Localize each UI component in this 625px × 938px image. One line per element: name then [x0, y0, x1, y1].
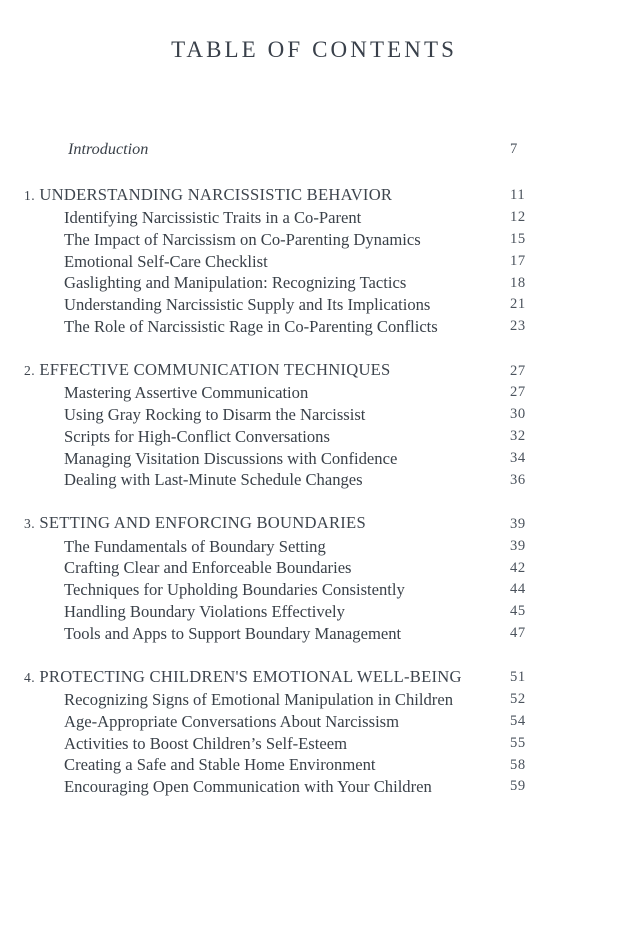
page-number: 45	[510, 603, 526, 620]
chapter-group	[0, 666, 625, 798]
toc-entry[interactable]	[0, 733, 625, 755]
page-number: 32	[510, 427, 526, 444]
toc-entry[interactable]	[0, 754, 625, 776]
page-title: TABLE OF CONTENTS	[171, 37, 458, 62]
toc-entry[interactable]	[0, 536, 625, 558]
page-number: 58	[510, 756, 526, 773]
page-number: 47	[510, 624, 526, 641]
toc-entry-list	[0, 139, 625, 819]
toc-entry[interactable]	[0, 448, 625, 470]
toc-chapter-heading[interactable]	[0, 359, 625, 382]
page-number: 18	[510, 274, 526, 291]
toc-entry[interactable]	[0, 579, 625, 601]
page-number: 55	[510, 734, 526, 751]
page-number: 17	[510, 252, 526, 269]
page-number: 30	[510, 406, 526, 423]
page-number: 59	[510, 778, 526, 795]
chapter-number: 3.	[24, 516, 35, 532]
chapter-number: 4.	[24, 669, 35, 685]
toc-entry[interactable]	[0, 272, 625, 294]
toc-entry-label: Understanding Narcissistic Supply and Its Implications	[64, 295, 431, 315]
toc-entry[interactable]	[0, 294, 625, 316]
page-number: 15	[510, 231, 526, 247]
toc-entry[interactable]	[0, 689, 625, 711]
chapter-title-text: UNDERSTANDING NARCISSISTIC BEHAVIOR	[39, 184, 393, 204]
toc-entry-label: Scripts for High-Conflict Conversations	[64, 426, 330, 446]
chapter-title-text: EFFECTIVE COMMUNICATION TECHNIQUES	[39, 359, 391, 379]
toc-entry[interactable]	[0, 776, 625, 798]
page-number: 7	[510, 141, 518, 157]
toc-entry-label: The Impact of Narcissism on Co-Parenting Dynamics	[64, 229, 421, 249]
toc-entry-label: Creating a Safe and Stable Home Environment	[64, 755, 376, 775]
chapter-title-text: SETTING AND ENFORCING BOUNDARIES	[39, 513, 366, 533]
chapter-number: 1.	[24, 187, 35, 203]
chapter-title-text: PROTECTING CHILDREN'S EMOTIONAL WELL-BEING	[39, 666, 462, 686]
toc-entry-label: Emotional Self-Care Checklist	[64, 251, 268, 271]
page-number: 36	[510, 471, 526, 488]
toc-entry[interactable]	[0, 557, 625, 579]
front-matter-label: Introduction	[68, 140, 149, 158]
front-matter-group	[0, 139, 625, 161]
toc-entry[interactable]	[0, 623, 625, 645]
toc-chapter-heading[interactable]	[0, 512, 625, 535]
toc-entry-label: Gaslighting and Manipulation: Recognizing Tactics	[64, 273, 407, 293]
page-number: 12	[510, 209, 526, 226]
toc-entry[interactable]	[0, 316, 625, 338]
page-number: 27	[510, 384, 526, 401]
chapter-number: 2.	[24, 362, 35, 378]
page-number: 44	[510, 581, 526, 598]
toc-chapter-heading[interactable]	[0, 666, 625, 689]
toc-entry-label: Recognizing Signs of Emotional Manipulation in Children	[64, 689, 453, 709]
toc-entry-label: Identifying Narcissistic Traits in a Co-Parent	[64, 208, 362, 227]
toc-entry[interactable]	[0, 601, 625, 623]
page-number: 39	[510, 537, 526, 554]
page-number: 21	[510, 296, 526, 313]
toc-entry[interactable]	[0, 229, 625, 251]
toc-entry-label: Age-Appropriate Conversations About Narcissism	[64, 711, 400, 731]
toc-entry-label: Managing Visitation Discussions with Confidence	[64, 448, 398, 468]
toc-entry-label: Activities to Boost Children’s Self-Esteem	[64, 733, 347, 753]
toc-entry-label: Dealing with Last-Minute Schedule Changes	[64, 470, 363, 490]
page-number: 11	[510, 187, 526, 204]
chapter-group	[0, 359, 625, 491]
chapter-group	[0, 184, 625, 338]
chapter-group	[0, 512, 625, 644]
page-number: 42	[510, 559, 526, 576]
page-number: 34	[510, 449, 526, 466]
toc-entry[interactable]	[0, 251, 625, 273]
toc-entry[interactable]	[0, 404, 625, 426]
page-number: 39	[510, 515, 526, 532]
page-number: 27	[510, 362, 526, 379]
toc-chapter-heading[interactable]	[0, 184, 625, 207]
toc-entry[interactable]	[0, 469, 625, 491]
toc-entry-label: Techniques for Upholding Boundaries Consistently	[64, 580, 405, 600]
page-number: 51	[510, 669, 526, 686]
toc-entry-label: The Role of Narcissistic Rage in Co-Parenting Conflicts	[64, 316, 438, 336]
page-number: 23	[510, 318, 526, 335]
toc-entry-label: Tools and Apps to Support Boundary Management	[64, 623, 402, 643]
toc-entry[interactable]	[0, 711, 625, 733]
toc-entry[interactable]	[0, 207, 625, 229]
toc-entry-label: The Fundamentals of Boundary Setting	[64, 536, 326, 556]
toc-entry[interactable]	[0, 382, 625, 404]
toc-entry-label: Crafting Clear and Enforceable Boundaries	[64, 558, 352, 578]
page-number: 52	[510, 691, 526, 708]
toc-entry-label: Handling Boundary Violations Effectively	[64, 601, 345, 621]
page-number: 54	[510, 712, 526, 729]
toc-entry-label: Mastering Assertive Communication	[64, 383, 309, 403]
toc-entry-label: Using Gray Rocking to Disarm the Narcissist	[64, 404, 366, 424]
toc-entry-label: Encouraging Open Communication with Your Children	[64, 777, 432, 797]
toc-entry[interactable]	[0, 426, 625, 448]
toc-entry-introduction[interactable]	[0, 139, 625, 161]
